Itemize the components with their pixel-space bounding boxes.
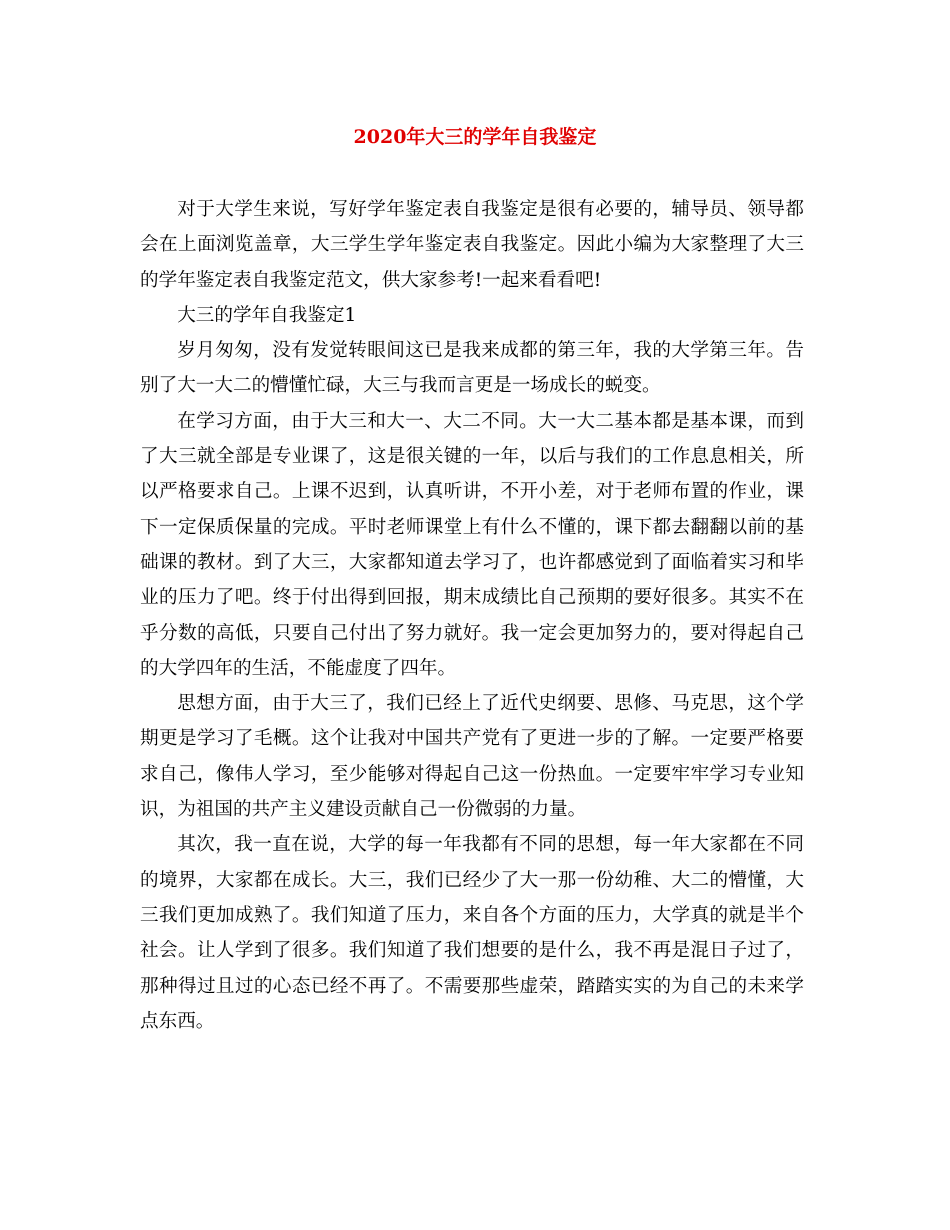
- paragraph: 思想方面，由于大三了，我们已经上了近代史纲要、思修、马克思，这个学期更是学习了毛概。这个让我对中国共产党有了更进一步的了解。一定要严格要求自己，像伟人学习，至少能够对得起自己这一份热血。一定要牢牢学习专业知识，为祖国的共产主义建设贡献自己一份微弱的力量。: [140, 693, 804, 821]
- paragraph: 岁月匆匆，没有发觉转眼间这已是我来成都的第三年，我的大学第三年。告别了大一大二的懵懂忙碌，大三与我而言更是一场成长的蜕变。: [140, 340, 804, 397]
- paragraph: 在学习方面，由于大三和大一、大二不同。大一大二基本都是基本课，而到了大三就全部是专业课了，这是很关键的一年，以后与我们的工作息息相关，所以严格要求自己。上课不迟到，认真听讲，不开小差，对于老师布置的作业，课下一定保质保量的完成。平时老师课堂上有什么不懂的，课下都去翻翻以前的基础课的教材。到了大三，大家都知道去学习了，也许都感觉到了面临着实习和毕业的压力了吧。终于付出得到回报，期末成绩比自己预期的要好很多。其实不在乎分数的高低，只要自己付出了努力就好。我一定会更加努力的，要对得起自己的大学四年的生活，不能虚度了四年。: [140, 410, 804, 679]
- paragraph: 其次，我一直在说，大学的每一年我都有不同的思想，每一年大家都在不同的境界，大家都在成长。大三，我们已经少了大一那一份幼稚、大二的懵懂，大三我们更加成熟了。我们知道了压力，来自各个方面的压力，大学真的就是半个社会。让人学到了很多。我们知道了我们想要的是什么，我不再是混日子过了，那种得过且过的心态已经不再了。不需要那些虚荣，踏踏实实的为自己的未来学点东西。: [140, 834, 804, 1032]
- section-heading: 大三的学年自我鉴定1: [177, 304, 357, 326]
- document-body: [140, 192, 804, 1039]
- document-title: 2020年大三的学年自我鉴定: [353, 126, 597, 148]
- paragraph-intro: 对于大学生来说，写好学年鉴定表自我鉴定是很有必要的，辅导员、领导都会在上面浏览盖章，大三学生学年鉴定表自我鉴定。因此小编为大家整理了大三的学年鉴定表自我鉴定范文，供大家参考!一起来看看吧!: [140, 199, 804, 291]
